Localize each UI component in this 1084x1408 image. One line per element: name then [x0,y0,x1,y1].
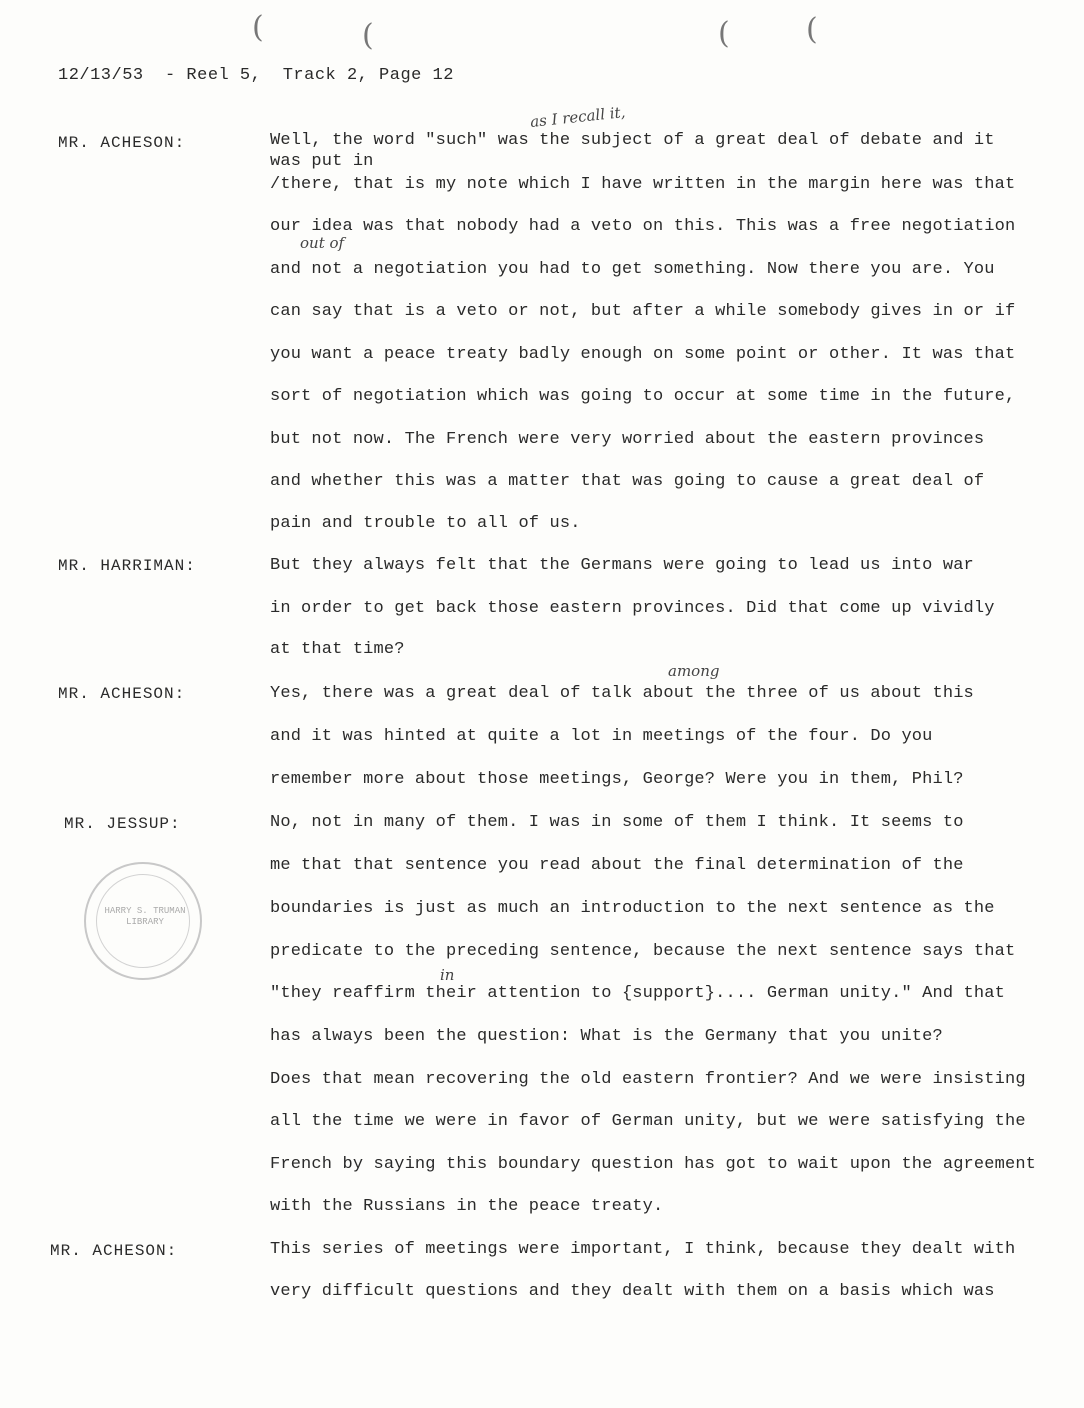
speaker-label: MR. JESSUP: [64,815,181,833]
speaker-label: MR. ACHESON: [50,1242,178,1260]
text-line: you want a peace treaty badly enough on some point or other. It was that [270,345,1016,364]
text-line: French by saying this boundary question has got to wait upon the agreement [270,1155,1037,1174]
text-line: and whether this was a matter that was going to cause a great deal of [270,472,985,491]
text-line: /there, that is my note which I have written in the margin here was that [270,175,1016,194]
text-line: and it was hinted at quite a lot in meetings of the four. Do you [270,727,933,746]
stamp-text: HARRY S. TRUMAN LIBRARY [104,906,186,927]
text-line: very difficult questions and they dealt with them on a basis which was [270,1282,995,1301]
text-line: predicate to the preceding sentence, because the next sentence says that [270,942,1016,961]
text-line: This series of meetings were important, I think, because they dealt with [270,1240,1016,1259]
margin-mark: ( [252,10,264,45]
text-line: and not a negotiation you had to get something. Now there you are. You [270,260,995,279]
text-line: me that that sentence you read about the final determination of the [270,856,964,875]
page-header: 12/13/53 - Reel 5, Track 2, Page 12 [58,66,454,85]
text-line: our idea was that nobody had a veto on this. This was a free negotiation [270,217,1016,236]
margin-mark: ( [718,16,730,51]
text-line: Yes, there was a great deal of talk about the three of us about this [270,684,974,703]
handwritten-annotation: out of [300,234,345,252]
text-line: remember more about those meetings, George? Were you in them, Phil? [270,770,964,789]
text-line: all the time we were in favor of German unity, but we were satisfying the [270,1112,1026,1131]
library-stamp [84,862,202,980]
handwritten-annotation: in [440,966,455,984]
text-line: has always been the question: What is the Germany that you unite? [270,1027,943,1046]
speaker-label: MR. ACHESON: [58,685,186,703]
handwritten-annotation: among [668,662,720,680]
text-line: Well, the word "such" was the subject of a great deal of debate and it [270,131,995,150]
text-line: No, not in many of them. I was in some of them I think. It seems to [270,813,964,832]
text-line: But they always felt that the Germans were going to lead us into war [270,556,974,575]
margin-mark: ( [806,12,818,47]
speaker-label: MR. ACHESON: [58,134,186,152]
text-line: Does that mean recovering the old eastern frontier? And we were insisting [270,1070,1026,1089]
text-line: sort of negotiation which was going to occur at some time in the future, [270,387,1016,406]
text-line: pain and trouble to all of us. [270,514,581,533]
text-line: at that time? [270,640,405,659]
text-line: was put in [270,152,374,171]
text-line: boundaries is just as much an introduction to the next sentence as the [270,899,995,918]
text-line: can say that is a veto or not, but after a while somebody gives in or if [270,302,1016,321]
handwritten-annotation: as I recall it, [529,103,627,131]
text-line: with the Russians in the peace treaty. [270,1197,664,1216]
text-line: "they reaffirm their attention to {support}.... German unity." And that [270,984,1005,1003]
text-line: in order to get back those eastern provinces. Did that come up vividly [270,599,995,618]
text-line: but not now. The French were very worried about the eastern provinces [270,430,985,449]
margin-mark: ( [362,18,374,53]
speaker-label: MR. HARRIMAN: [58,557,196,575]
